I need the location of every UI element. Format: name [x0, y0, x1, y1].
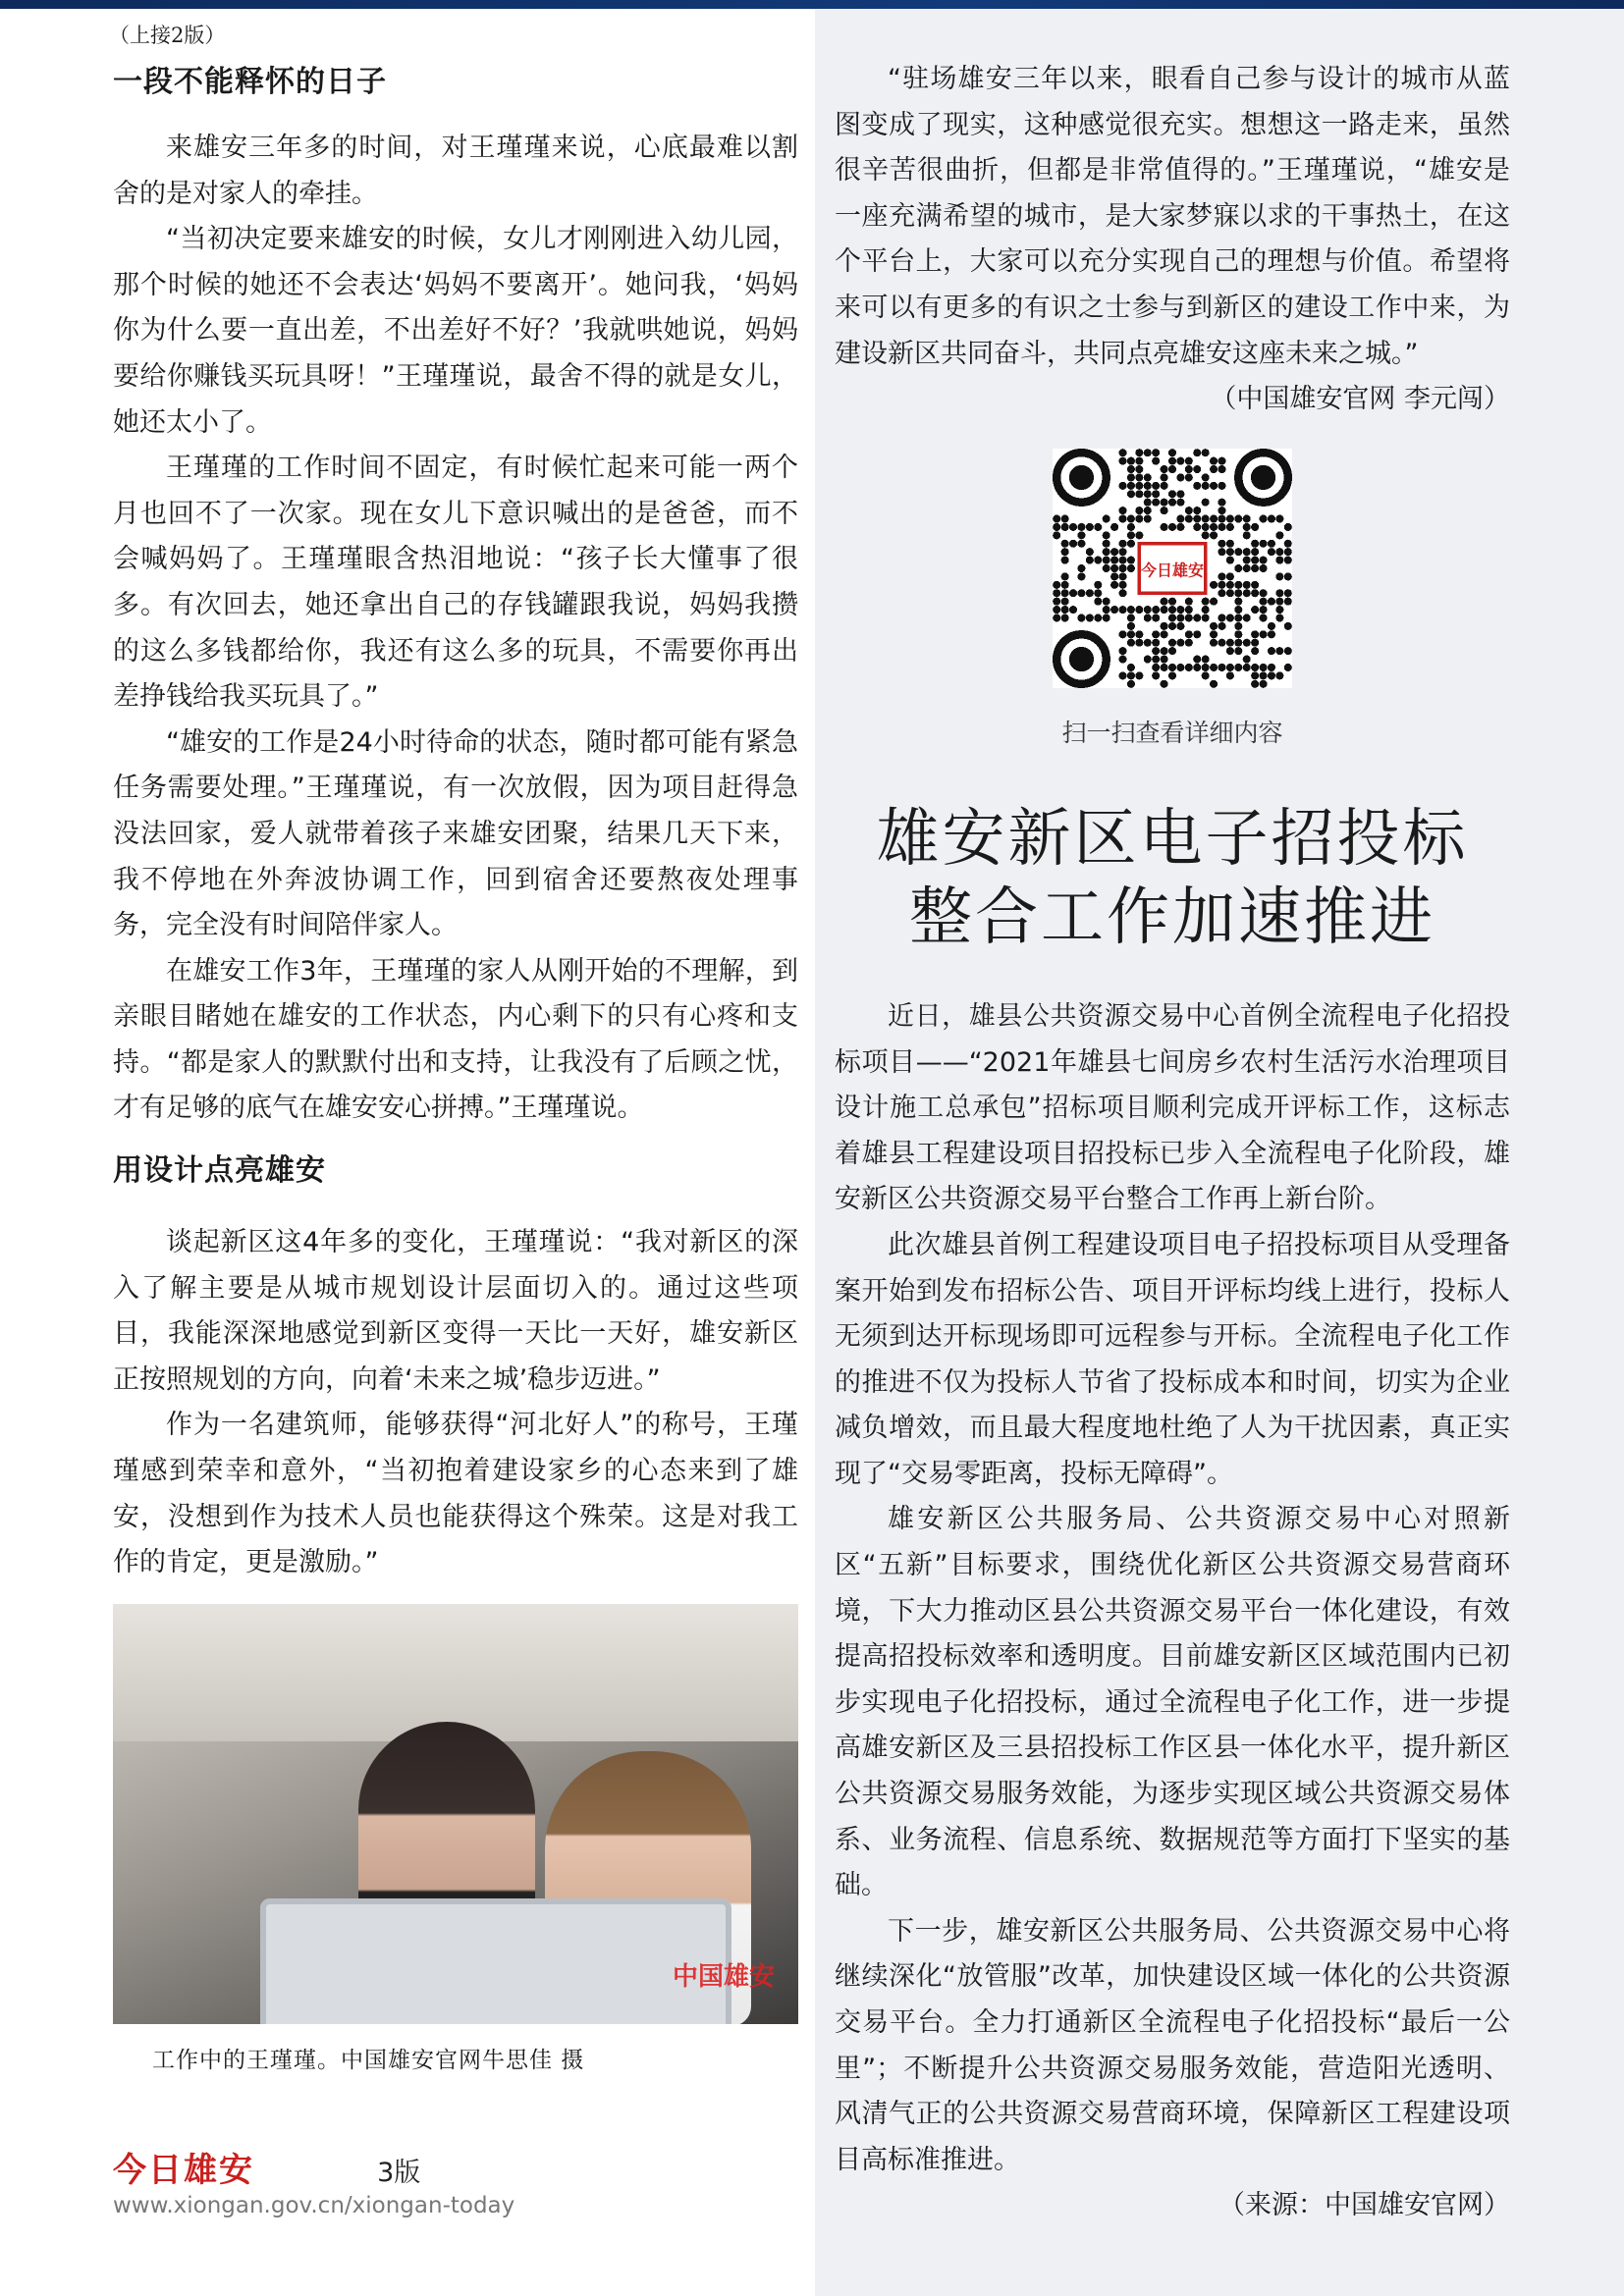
paragraph: 来雄安三年多的时间，对王瑾瑾来说，心底最难以割舍的是对家人的牵挂。: [113, 133, 798, 209]
paragraph: “雄安的工作是24小时待命的状态，随时都可能有紧急任务需要处理。”王瑾瑾说，有一次放假，因为项目赶得急没法回家，爱人就带着孩子来雄安团聚，结果几天下来，我不停地在外奔波协调工作，回到宿舍还要熬夜处理事务，完全没有时间陪伴家人。: [113, 726, 798, 941]
paragraph: 谈起新区这4年多的变化，王瑾瑾说：“我对新区的深入了解主要是从城市规划设计层面切入的。通过这些项目，我能深深地感觉到新区变得一天比一天好，雄安新区正按照规划的方向，向着‘未来之城’稳步迈进。”: [113, 1227, 798, 1395]
paragraph: 下一步，雄安新区公共服务局、公共资源交易中心将继续深化“放管服”改革，加快建设区域一体化的公共资源交易平台。全力打通新区全流程电子化招投标“最后一公里”；不断提升公共资源交易服务效能，营造阳光透明、风清气正的公共资源交易营商环境，保障新区工程建设项目高标准推进。: [835, 1915, 1510, 2175]
paragraph: 此次雄县首例工程建设项目电子招投标项目从受理备案开始到发布招标公告、项目开评标均线上进行，投标人无须到达开标现场即可远程参与开标。全流程电子化工作的推进不仅为投标人节省了投标成本和时间，切实为企业减负增效，而且最大程度地杜绝了人为干扰因素，真正实现了“交易零距离，投标无障碍”。: [835, 1229, 1510, 1489]
qr-caption: 扫一扫查看详细内容: [1061, 719, 1283, 748]
article-headline: [835, 800, 1510, 957]
right-column: [835, 57, 1510, 2229]
footer-url[interactable]: www.xiongan.gov.cn/xiongan-today: [113, 2193, 515, 2218]
paragraph: 王瑾瑾的工作时间不固定，有时候忙起来可能一两个月也回不了一次家。现在女儿下意识喊出的是爸爸，而不会喊妈妈了。王瑾瑾眼含热泪地说：“孩子长大懂事了很多。有次回去，她还拿出自己的存钱罐跟我说，妈妈我攒的这么多钱都给你，我还有这么多的玩具，不需要你再出差挣钱给我买玩具了。”: [113, 453, 798, 713]
photo-watermark-logo: 中国雄安: [672, 1962, 775, 1993]
footer-logo: 今日雄安: [113, 2151, 254, 2190]
subheading-design: 用设计点亮雄安: [113, 1153, 326, 1189]
svg-text:今日雄安: 今日雄安: [1141, 561, 1204, 580]
headline-line-1: 雄安新区电子招投标: [876, 802, 1469, 876]
paragraph: 在雄安工作3年，王瑾瑾的家人从刚开始的不理解，到亲眼目睹她在雄安的工作状态，内心剩下的只有心疼和支持。“都是家人的默默付出和支持，让我没有了后顾之忧，才有足够的底气在雄安安心拼搏。”王瑾瑾说。: [113, 955, 798, 1124]
qr-block: [835, 449, 1510, 757]
paragraph: “驻场雄安三年以来，眼看自己参与设计的城市从蓝图变成了现实，这种感觉很充实。想想这一路走来，虽然很辛苦很曲折，但都是非常值得的。”王瑾瑾说，“雄安是一座充满希望的城市，是大家梦寐以求的干事热土，在这个平台上，大家可以充分实现自己的理想与价值。希望将来可以有更多的有识之士参与到新区的建设工作中来，为建设新区共同奋斗，共同点亮雄安这座未来之城。”: [835, 64, 1510, 369]
paragraph: 雄安新区公共服务局、公共资源交易中心对照新区“五新”目标要求，围绕优化新区公共资源交易营商环境，下大力推动区县公共资源交易平台一体化建设，有效提高招投标效率和透明度。目前雄安新区区域范围内已初步实现电子化招投标，通过全流程电子化工作，进一步提高雄安新区及三县招投标工作区县一体化水平，提升新区公共资源交易服务效能，为逐步实现区域公共资源交易体系、业务流程、信息系统、数据规范等方面打下坚实的基础。: [835, 1504, 1510, 1901]
photo-caption: 工作中的王瑾瑾。中国雄安官网牛思佳 摄: [152, 2047, 585, 2073]
headline-line-2: 整合工作加速推进: [909, 881, 1435, 954]
subheading-family: 一段不能释怀的日子: [113, 65, 387, 99]
qr-code-icon[interactable]: [1053, 449, 1292, 688]
paragraph: 作为一名建筑师，能够获得“河北好人”的称号，王瑾瑾感到荣幸和意外，“当初抱着建设家乡的心态来到了雄安，没想到作为技术人员也能获得这个殊荣。这是对我工作的肯定，更是激励。”: [113, 1410, 798, 1578]
photo-monitor: [260, 1898, 731, 2024]
office-photo: [113, 1604, 798, 2024]
page-footer: [113, 2143, 623, 2218]
page-number: 3版: [377, 2158, 421, 2188]
continuation-note: （上接2版）: [109, 24, 226, 47]
source-credit: （来源：中国雄安官网）: [1218, 2190, 1510, 2221]
paragraph: 近日，雄县公共资源交易中心首例全流程电子化招投标项目——“2021年雄县七间房乡农村生活污水治理项目设计施工总承包”招标项目顺利完成开评标工作，这标志着雄县工程建设项目招投标已步入全流程电子化阶段，雄安新区公共资源交易平台整合工作再上新台阶。: [835, 1000, 1510, 1215]
article-credit: （中国雄安官网 李元闯）: [1210, 384, 1510, 415]
paragraph: “当初决定要来雄安的时候，女儿才刚刚进入幼儿园，那个时候的她还不会表达‘妈妈不要离开’。她问我，‘妈妈你为什么要一直出差，不出差好不好？’我就哄她说，妈妈要给你赚钱买玩具呀！”王瑾瑾说，最舍不得的就是女儿，她还太小了。: [113, 224, 798, 438]
top-color-bar: [0, 0, 1624, 9]
left-column: [109, 22, 798, 2075]
